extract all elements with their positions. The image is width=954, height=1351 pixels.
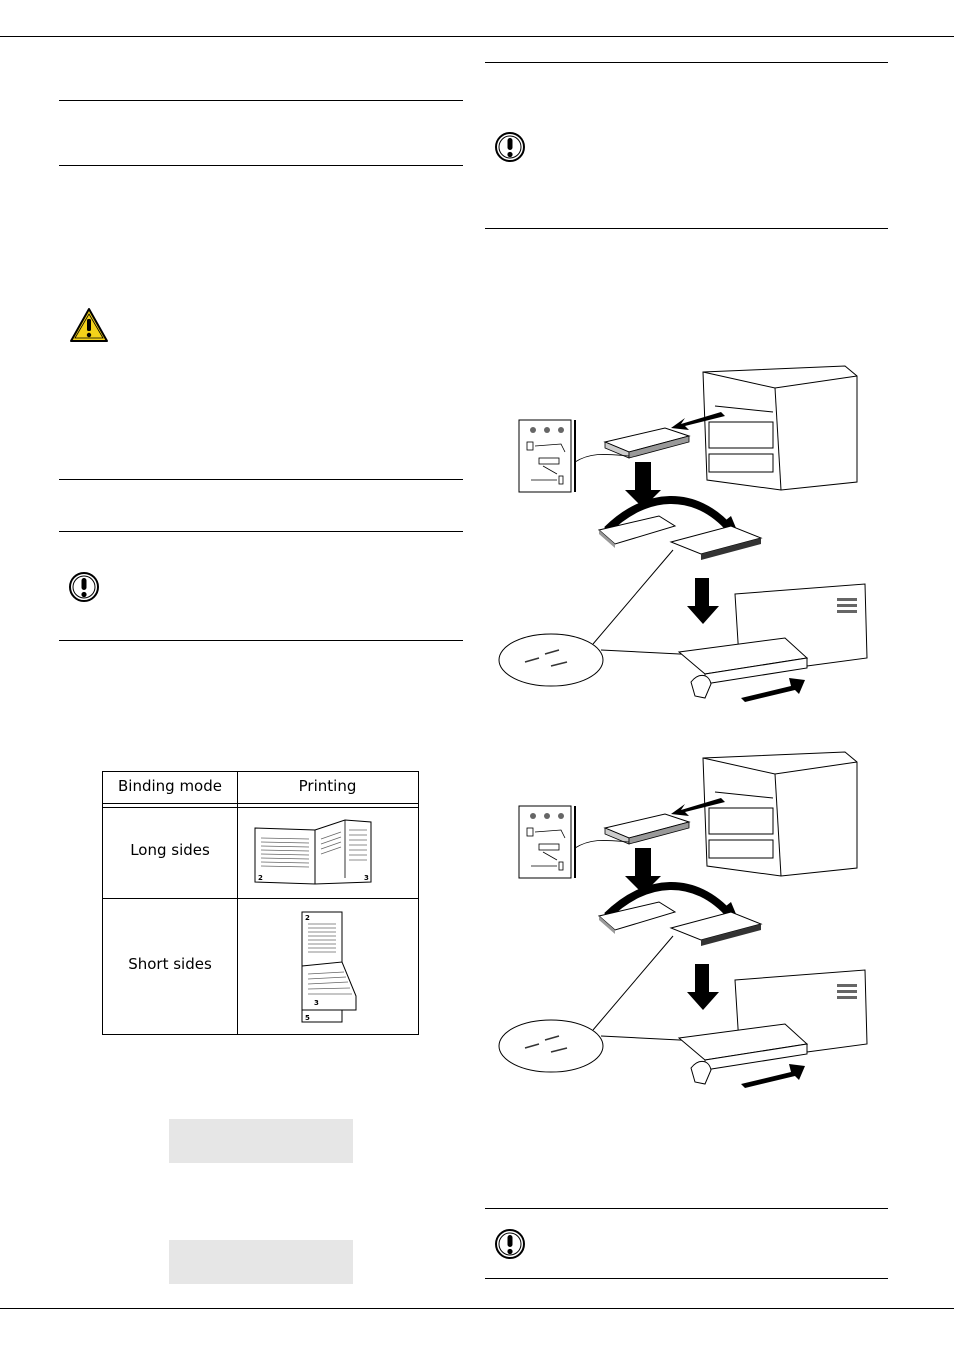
exclamation-circle-icon	[494, 131, 526, 163]
section-rule	[59, 479, 463, 480]
section-rule	[59, 100, 463, 101]
exclamation-circle-icon	[68, 571, 100, 603]
top-page-number: 2	[305, 914, 310, 922]
right-page-number: 3	[364, 874, 369, 882]
section-rule	[485, 1278, 888, 1279]
warning-triangle-icon	[69, 307, 109, 343]
section-rule	[59, 165, 463, 166]
section-rule	[485, 62, 888, 63]
row-long-sides: Long sides	[130, 841, 210, 859]
left-page-number: 2	[258, 874, 263, 882]
long-sides-book-illustration	[253, 818, 377, 886]
section-rule	[485, 228, 888, 229]
paper-tray-illustration-1	[495, 362, 875, 707]
short-sides-booklet-illustration	[298, 910, 358, 1024]
page-top-rule	[0, 36, 954, 37]
bottom-page-number: 5	[305, 1014, 310, 1022]
page-bottom-rule	[0, 1308, 954, 1309]
lower-page-number: 3	[314, 999, 319, 1007]
section-rule	[59, 640, 463, 641]
section-rule	[485, 1208, 888, 1209]
exclamation-circle-icon	[494, 1228, 526, 1260]
paper-tray-illustration-2	[495, 748, 875, 1093]
header-printing: Printing	[298, 777, 357, 795]
binding-mode-table	[102, 771, 419, 1035]
section-rule	[59, 531, 463, 532]
header-binding-mode: Binding mode	[118, 777, 222, 795]
row-short-sides: Short sides	[128, 955, 212, 973]
display-box	[169, 1119, 353, 1163]
display-box	[169, 1240, 353, 1284]
